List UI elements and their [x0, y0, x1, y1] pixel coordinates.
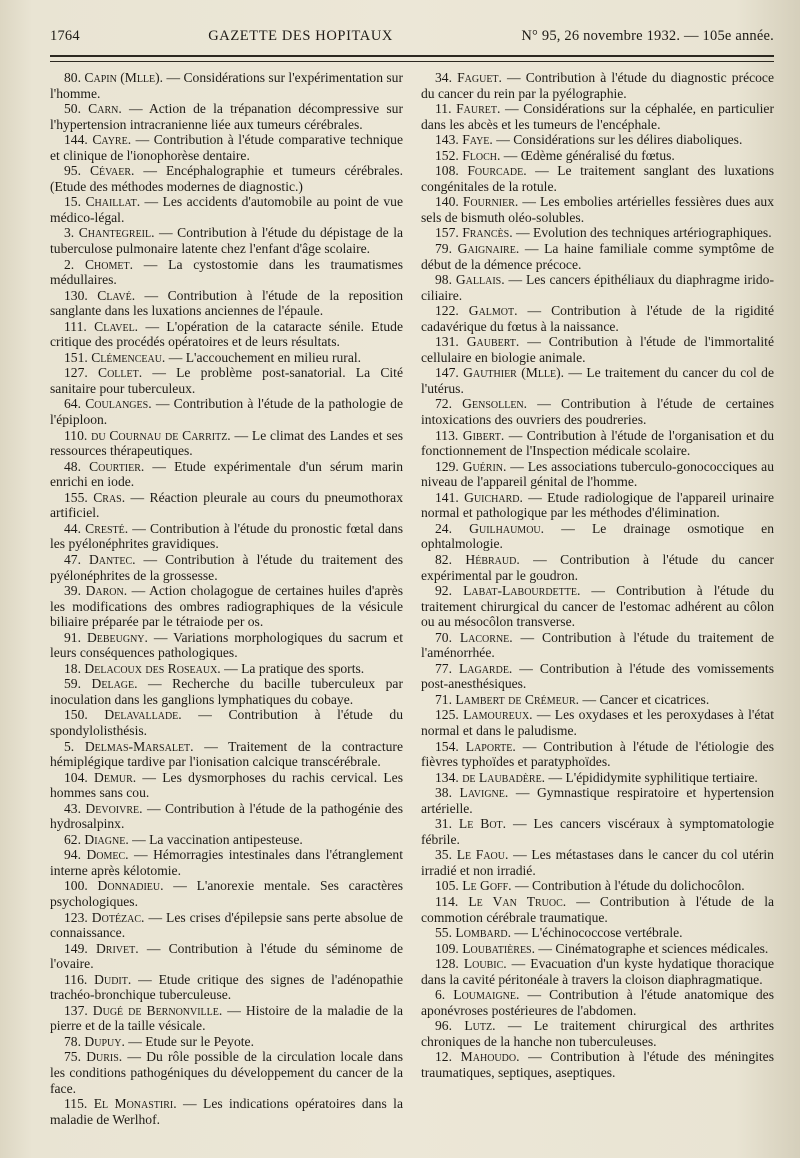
thesis-entry [421, 148, 774, 164]
entry-number: 154. [435, 738, 459, 754]
entry-number: 109. [435, 940, 459, 956]
thesis-title: — Action de la trépanation décompressive sur l'hypertension intracranienne liée aux tumeurs cérébrales. [50, 101, 403, 132]
right-column [421, 70, 774, 1127]
author-name: Fourcade. [467, 163, 527, 179]
entry-number: 114. [435, 893, 459, 909]
author-name: Daron. [85, 583, 128, 599]
author-name: Chomet. [84, 256, 134, 272]
entry-number: 108. [435, 163, 459, 179]
entry-number: 71. [435, 691, 452, 707]
thesis-entry [421, 583, 774, 630]
thesis-entry [50, 661, 403, 677]
thesis-title: — Contribution à l'étude du dépistage de la tuberculose pulmonaire latente chez l'enfant d'âge scolaire. [50, 225, 404, 257]
thesis-title: — Le traitement sanglant des luxations congénitales de la rotule. [421, 163, 774, 194]
author-name: Le Bot. [458, 816, 507, 832]
thesis-title: — L'anorexie mentale. Ses caractères psychologiques. [50, 878, 403, 909]
thesis-title: — Les cancers épithéliaux du diaphragme irido-ciliaire. [421, 272, 774, 303]
author-name: de Laubadère. [462, 769, 546, 785]
thesis-entry [421, 770, 774, 786]
thesis-title: — Contribution à l'étude du traitement de l'aménorrhée. [421, 629, 774, 661]
author-name: Le Van Truoc. [468, 893, 567, 909]
thesis-title: — Contribution à l'étude des méningites traumatiques, septiques, aseptiques. [421, 1049, 775, 1080]
thesis-entry [421, 334, 774, 365]
entry-number: 141. [435, 489, 459, 505]
entry-number: 123. [64, 909, 88, 925]
thesis-title: — L'accouchement en milieu rural. [165, 349, 362, 365]
entry-number: 155. [64, 489, 88, 505]
author-name: Faye. [462, 132, 493, 148]
author-name: Francès. [462, 225, 513, 241]
author-name: Cayre. [92, 132, 132, 148]
thesis-entry [421, 241, 774, 272]
thesis-entry [50, 941, 403, 972]
entry-number: 48. [64, 458, 81, 474]
author-name: Gaubert. [466, 334, 520, 350]
author-name: Coulanges. [85, 396, 152, 412]
two-column-body [50, 70, 774, 1127]
thesis-title: — Le traitement du cancer du col de l'utérus. [421, 365, 774, 396]
thesis-entry [421, 707, 774, 738]
thesis-title: — Contribution à l'étude du traitement des pyélonéphrites de la grossesse. [50, 551, 403, 583]
author-name: Guérin. [462, 458, 507, 474]
thesis-title: — Contribution à l'étude de certaines intoxications des ouvriers des poudreries. [421, 396, 774, 428]
author-name: Dudit. [94, 971, 132, 987]
thesis-title: — Réaction pleurale au cours du pneumothorax artificiel. [50, 489, 403, 521]
thesis-entry [50, 972, 403, 1003]
thesis-entry [421, 552, 774, 583]
author-name: Lutz. [464, 1018, 496, 1034]
author-name: Cévaer. [89, 163, 135, 179]
thesis-entry [421, 925, 774, 941]
entry-number: 55. [435, 925, 452, 941]
thesis-entry [421, 630, 774, 661]
journal-title: GAZETTE DES HOPITAUX [208, 28, 394, 44]
author-name: Gaignaire. [457, 241, 520, 257]
author-name: Delmas-Marsalet. [84, 738, 194, 754]
thesis-title: — Etude critique des signes de l'adénopathie trachéo-bronchique tuberculeuse. [50, 971, 403, 1003]
author-name: Chantegreil. [78, 225, 155, 241]
thesis-title: — Cancer et cicatrices. [579, 691, 710, 707]
author-name: Dugé de Bernonville. [92, 1002, 223, 1018]
thesis-entry [421, 70, 774, 101]
thesis-title: — Encéphalographie et tumeurs cérébrales. (Etude des méthodes modernes de diagnostic.) [50, 163, 403, 194]
thesis-entry [50, 288, 403, 319]
entry-number: 143. [435, 132, 459, 148]
author-name: Cras. [93, 489, 126, 505]
entry-number: 144. [64, 132, 88, 148]
entry-number: 47. [64, 551, 81, 567]
entry-number: 64. [64, 396, 81, 412]
thesis-entry [421, 987, 774, 1018]
thesis-title: — Evolution des techniques artériographiques. [512, 225, 772, 241]
author-name: Cresté. [85, 520, 129, 536]
thesis-entry [50, 1049, 403, 1096]
entry-number: 152. [435, 147, 459, 163]
entry-number: 75. [64, 1049, 81, 1065]
header-rule [50, 55, 774, 62]
entry-number: 94. [64, 847, 81, 863]
thesis-entry [50, 1034, 403, 1050]
left-column [50, 70, 403, 1127]
author-name: Capin (Mlle). [84, 70, 164, 85]
entry-number: 50. [64, 101, 81, 117]
entry-number: 3. [64, 225, 75, 241]
author-name: Dantec. [88, 551, 136, 567]
author-name: Donnadieu. [97, 878, 164, 894]
thesis-title: — Gymnastique respiratoire et hypertension artérielle. [421, 785, 774, 816]
thesis-title: — Les crises d'épilepsie sans perte absolue de connaissance. [50, 909, 404, 941]
thesis-title: — Recherche du bacille tuberculeux par inoculation dans les ganglions lymphatiques du cobaye. [50, 676, 403, 707]
thesis-title: — Les embolies artérielles fessières dues aux sels de bismuth oléo-solubles. [421, 194, 774, 225]
thesis-entry [50, 630, 403, 661]
thesis-title: — Contribution à l'étude du spondylolisthésis. [50, 707, 403, 738]
thesis-entry [50, 428, 403, 459]
entry-number: 35. [435, 847, 452, 863]
thesis-title: — Etude sur le Peyote. [124, 1033, 254, 1049]
author-name: Delacoux des Roseaux. [84, 660, 221, 676]
thesis-entry [50, 801, 403, 832]
author-name: Demur. [94, 769, 137, 785]
entry-number: 39. [64, 583, 81, 599]
thesis-entry [421, 396, 774, 427]
author-name: Lombard. [455, 925, 512, 941]
author-name: Collet. [98, 365, 143, 381]
thesis-entry [50, 910, 403, 941]
entry-number: 80. [64, 70, 81, 85]
thesis-entry [421, 1049, 774, 1080]
author-name: du Cournau de Carritz. [91, 427, 231, 443]
entry-number: 92. [435, 583, 452, 599]
entry-number: 151. [64, 349, 88, 365]
thesis-entry [421, 521, 774, 552]
entry-number: 134. [435, 769, 459, 785]
entry-number: 113. [435, 427, 459, 443]
thesis-title: — Considérations sur les délires diaboliques. [492, 132, 743, 148]
thesis-title: — Contribution à l'étude du cancer expérimental par le goudron. [421, 551, 774, 583]
author-name: Clémenceau. [91, 349, 166, 365]
entry-number: 149. [64, 940, 88, 956]
thesis-entry [421, 739, 774, 770]
author-name: Courtier. [89, 458, 145, 474]
thesis-title: — Considérations sur l'expérimentation sur l'homme. [50, 70, 403, 101]
thesis-entry [50, 350, 403, 366]
thesis-title: — Contribution à l'étude de la rigidité cadavérique du fœtus à la naissance. [421, 303, 774, 334]
author-name: Loumaigne. [453, 987, 520, 1003]
entry-number: 104. [64, 769, 88, 785]
thesis-entry [50, 365, 403, 396]
author-name: Delage. [91, 676, 138, 692]
entry-number: 6. [435, 987, 446, 1003]
thesis-title: — Traitement de la contracture hémiplégique tardive par l'ionisation calcique transcérébrale. [50, 738, 403, 770]
author-name: Diagne. [84, 831, 129, 847]
author-name: Faguet. [457, 70, 502, 85]
entry-number: 122. [435, 303, 459, 319]
entry-number: 100. [64, 878, 88, 894]
author-name: Duris. [86, 1049, 123, 1065]
thesis-title: — Cinématographe et sciences médicales. [535, 940, 769, 956]
thesis-entry [421, 894, 774, 925]
author-name: Laporte. [465, 738, 516, 754]
thesis-title: — Contribution à l'étude de la commotion cérébrale traumatique. [421, 893, 775, 925]
thesis-title: — Contribution à l'étude du diagnostic précoce du cancer du rein par la pyélographie. [421, 70, 774, 101]
thesis-entry [50, 1096, 403, 1127]
entry-number: 125. [435, 707, 459, 723]
author-name: Lagarde. [458, 660, 513, 676]
thesis-title: — Contribution à l'étude comparative technique et clinique de l'ionophorèse dentaire. [50, 132, 404, 163]
thesis-title: — Les cancers viscéraux à symptomatologie fébrile. [421, 816, 775, 847]
thesis-entry [421, 941, 774, 957]
entry-number: 62. [64, 831, 81, 847]
author-name: Lamoureux. [463, 707, 533, 723]
thesis-title: — Le drainage osmotique en ophtalmologie. [421, 520, 774, 552]
thesis-title: — Les oxydases et les peroxydases à l'état normal et dans le paludisme. [421, 707, 774, 738]
thesis-title: — Contribution à l'étude de la reposition sanglante dans les luxations anciennes de l'épaule. [50, 287, 403, 319]
thesis-entry [421, 785, 774, 816]
thesis-entry [421, 225, 774, 241]
thesis-title: — Les associations tuberculo-gonococciques au niveau de l'appareil génital de l'homme. [421, 458, 774, 490]
author-name: Debeugny. [86, 629, 148, 645]
thesis-title: — Contribution à l'étude du traitement chirurgical du cancer de l'estomac adhérent au côlon ou au mésocôlon transverse. [421, 583, 775, 630]
entry-number: 38. [435, 785, 452, 801]
author-name: Galmot. [468, 303, 518, 319]
thesis-entry [50, 583, 403, 630]
author-name: Le Faou. [456, 847, 509, 863]
thesis-entry [50, 101, 403, 132]
thesis-title: — Les accidents d'automobile au point de vue médico-légal. [50, 194, 403, 225]
thesis-title: — Contribution à l'étude de l'organisation et du fonctionnement de l'Inspection médicale scolaire. [421, 427, 775, 459]
entry-number: 78. [64, 1033, 81, 1049]
author-name: Clavel. [94, 318, 139, 334]
thesis-entry [421, 132, 774, 148]
thesis-title: — La cystostomie dans les traumatismes médullaires. [50, 256, 404, 288]
entry-number: 147. [435, 365, 459, 381]
entry-number: 34. [435, 70, 452, 85]
entry-number: 157. [435, 225, 459, 241]
thesis-entry [50, 225, 403, 256]
thesis-title: — Contribution à l'étude de la pathogénie des hydrosalpinx. [50, 800, 403, 832]
author-name: El Monastiri. [93, 1096, 177, 1112]
thesis-entry [50, 70, 403, 101]
entry-number: 131. [435, 334, 459, 350]
author-name: Carn. [88, 101, 122, 117]
entry-number: 129. [435, 458, 459, 474]
page-number: 1764 [50, 28, 80, 44]
entry-number: 127. [64, 365, 88, 381]
thesis-title: — Etude expérimentale d'un sérum marin enrichi en iode. [50, 458, 403, 490]
thesis-title: — L'opération de la cataracte sénile. Etude critique des procédés opératoires et de leurs résultats. [50, 318, 403, 350]
author-name: Fauret. [456, 101, 501, 117]
entry-number: 96. [435, 1018, 452, 1034]
author-name: Chaillat. [85, 194, 141, 210]
entry-number: 116. [64, 971, 88, 987]
author-name: Mahoudo. [460, 1049, 520, 1065]
author-name: Guilhaumou. [469, 520, 545, 536]
entry-number: 12. [435, 1049, 452, 1065]
thesis-entry [421, 194, 774, 225]
thesis-title: — Evacuation d'un kyste hydatique thoracique dans la cavité péritonéale à travers la cloison diaphragmatique. [421, 956, 775, 987]
author-name: Guichard. [464, 489, 523, 505]
thesis-title: — Contribution à l'étude du pronostic fœtal dans les pyélonéphrites gravidiques. [50, 520, 403, 552]
thesis-entry [421, 272, 774, 303]
thesis-entry [50, 194, 403, 225]
author-name: Gibert. [462, 427, 505, 443]
entry-number: 91. [64, 629, 81, 645]
thesis-entry [50, 319, 403, 350]
thesis-entry [421, 428, 774, 459]
thesis-entry [421, 956, 774, 987]
issue-info: N° 95, 26 novembre 1932. — 105e année. [521, 28, 774, 44]
author-name: Devoivre. [85, 800, 143, 816]
thesis-title: — Contribution à l'étude du dolichocôlon. [511, 878, 745, 894]
entry-number: 43. [64, 800, 81, 816]
thesis-entry [50, 707, 403, 738]
thesis-title: — Œdème généralisé du fœtus. [500, 147, 675, 163]
thesis-entry [421, 816, 774, 847]
thesis-entry [50, 257, 403, 288]
thesis-entry [50, 132, 403, 163]
thesis-entry [421, 847, 774, 878]
thesis-entry [50, 676, 403, 707]
entry-number: 111. [64, 318, 87, 334]
entry-number: 130. [64, 287, 88, 303]
thesis-title: — Etude radiologique de l'appareil urinaire normal et pathologique par les méthodes d'élimination. [421, 489, 775, 521]
thesis-entry [421, 661, 774, 692]
entry-number: 2. [64, 256, 75, 272]
thesis-entry [50, 739, 403, 770]
author-name: Lambert de Crémeur. [455, 691, 580, 707]
thesis-title: — La pratique des sports. [220, 660, 365, 676]
thesis-title: — Considérations sur la céphalée, en particulier dans les abcès et les tumeurs de l'encéphale. [421, 101, 774, 132]
thesis-entry [50, 459, 403, 490]
author-name: Dupuy. [84, 1033, 125, 1049]
thesis-title: — Contribution à l'étude du séminome de l'ovaire. [50, 940, 403, 972]
entry-number: 82. [435, 551, 452, 567]
author-name: Lacorne. [459, 629, 513, 645]
thesis-title: — Les métastases dans le cancer du col utérin irradié et non irradié. [421, 847, 774, 878]
thesis-title: — Contribution à l'étude de l'étiologie des fièvres typhoïdes et paratyphoïdes. [421, 738, 774, 770]
thesis-title: — Contribution à l'étude anatomique des aponévroses postérieures de l'abdomen. [421, 987, 775, 1018]
running-header [50, 0, 774, 45]
thesis-title: — L'épididymite syphilitique tertiaire. [545, 769, 758, 785]
entry-number: 15. [64, 194, 81, 210]
thesis-entry [421, 1018, 774, 1049]
author-name: Floch. [462, 147, 501, 163]
entry-number: 128. [435, 956, 459, 972]
thesis-title: — Les indications opératoires dans la maladie de Werlhof. [50, 1096, 403, 1127]
thesis-title: — Contribution à l'étude de la pathologie de l'épiploon. [50, 396, 403, 428]
thesis-entry [421, 303, 774, 334]
thesis-title: — Contribution à l'étude des vomissements post-anesthésiques. [421, 660, 774, 692]
thesis-entry [421, 878, 774, 894]
entry-number: 115. [64, 1096, 88, 1112]
author-name: Clavé. [97, 287, 136, 303]
entry-number: 59. [64, 676, 81, 692]
author-name: Labat-Labourdette. [463, 583, 581, 599]
thesis-entry [50, 878, 403, 909]
thesis-title: — Action cholagogue de certaines huiles d'après les modifications des ombres radiographiques de la vésicule biliaire préparée par le tétraiode per os. [50, 583, 403, 630]
thesis-title: — L'échinococcose vertébrale. [511, 925, 683, 941]
thesis-title: — Histoire de la maladie de la pierre et de la taille vésicale. [50, 1002, 403, 1034]
author-name: Gensollen. [462, 396, 528, 412]
author-name: Le Goff. [462, 878, 512, 894]
thesis-entry [421, 163, 774, 194]
entry-number: 150. [64, 707, 88, 723]
entry-number: 18. [64, 660, 81, 676]
thesis-title: — Du rôle possible de la circulation locale dans les conditions pathogéniques du développement du cancer de la face. [50, 1049, 403, 1096]
thesis-entry [421, 101, 774, 132]
author-name: Drivet. [95, 940, 139, 956]
thesis-entry [421, 490, 774, 521]
thesis-title: — Contribution à l'étude de l'immortalité cellulaire en biologie animale. [421, 334, 774, 365]
thesis-entry [421, 692, 774, 708]
thesis-entry [50, 832, 403, 848]
thesis-entry [50, 521, 403, 552]
author-name: Fournier. [462, 194, 519, 210]
author-name: Loubic. [463, 956, 507, 972]
entry-number: 137. [64, 1002, 88, 1018]
thesis-title: — Le climat des Landes et ses ressources thérapeutiques. [50, 427, 403, 459]
entry-number: 95. [64, 163, 81, 179]
entry-number: 44. [64, 520, 81, 536]
thesis-title: — Variations morphologiques du sacrum et leurs conséquences pathologiques. [50, 629, 403, 661]
thesis-entry [50, 847, 403, 878]
thesis-title: — Hémorragies intestinales dans l'étranglement interne après kélotomie. [50, 847, 403, 878]
thesis-entry [421, 459, 774, 490]
thesis-entry [50, 552, 403, 583]
author-name: Domec. [86, 847, 129, 863]
entry-number: 110. [64, 427, 88, 443]
thesis-entry [50, 1003, 403, 1034]
author-name: Delavallade. [104, 707, 182, 723]
entry-number: 140. [435, 194, 459, 210]
thesis-title: — Le traitement chirurgical des arthrites chroniques de la hanche non tuberculeuses. [421, 1018, 775, 1049]
author-name: Dotézac. [91, 909, 145, 925]
thesis-title: — Le problème post-sanatorial. La Cité sanitaire pour tuberculeux. [50, 365, 403, 396]
entry-number: 79. [435, 241, 452, 257]
thesis-title: — La haine familiale comme symptôme de début de la démence précoce. [421, 241, 774, 272]
author-name: Lavigne. [459, 785, 509, 801]
entry-number: 24. [435, 520, 452, 536]
entry-number: 98. [435, 272, 452, 288]
thesis-entry [50, 163, 403, 194]
author-name: Loubatières. [462, 940, 536, 956]
thesis-title: — La vaccination antipesteuse. [128, 831, 303, 847]
entry-number: 105. [435, 878, 459, 894]
thesis-entry [50, 770, 403, 801]
entry-number: 77. [435, 660, 452, 676]
author-name: Gauthier (Mlle). [463, 365, 565, 381]
entry-number: 5. [64, 738, 75, 754]
entry-number: 72. [435, 396, 452, 412]
entry-number: 70. [435, 629, 452, 645]
author-name: Hébraud. [465, 551, 520, 567]
entry-number: 11. [435, 101, 452, 117]
entry-number: 31. [435, 816, 452, 832]
thesis-entry [50, 490, 403, 521]
author-name: Gallais. [455, 272, 505, 288]
thesis-entry [421, 365, 774, 396]
thesis-title: — Les dysmorphoses du rachis cervical. Les hommes sans cou. [50, 769, 403, 801]
thesis-entry [50, 396, 403, 427]
